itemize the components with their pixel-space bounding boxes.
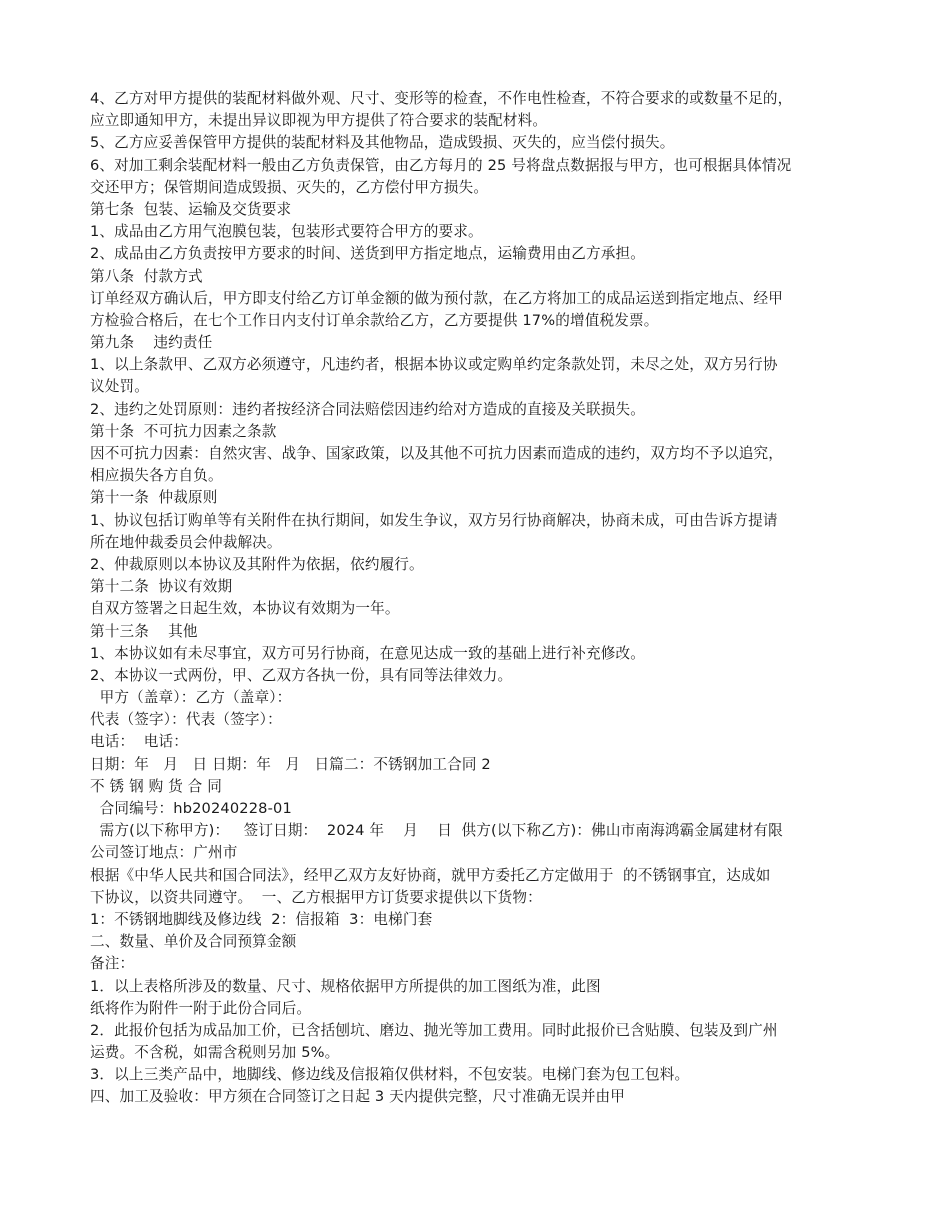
- article-9-heading: 第九条 违约责任: [90, 334, 213, 352]
- article-11-item-1-line-1: 1、协议包括订购单等有关附件在执行期间，如发生争议，双方另行协商解决，协商未成，可由告诉方提请: [90, 511, 778, 529]
- clause-5: 5、乙方应妥善保管甲方提供的装配材料及其他物品，造成毁损、灭失的，应当偿付损失。: [90, 134, 675, 152]
- preamble-line-1: 根据《中华人民共和国合同法》，经甲乙双方友好协商，就甲方委托乙方定做用于 的不锈钢事宜，达成如: [90, 866, 771, 884]
- signature-date-line: 日期：年 月 日 日期：年 月 日篇二：不锈钢加工合同 2: [90, 755, 491, 773]
- article-9-item-1-line-2: 议处罚。: [90, 378, 149, 396]
- article-10-text-line-2: 相应损失各方自负。: [90, 467, 223, 485]
- article-9-item-2: 2、违约之处罚原则：违约者按经济合同法赔偿因违约给对方造成的直接及关联损失。: [90, 400, 645, 418]
- clause-4-line-2: 应立即通知甲方，未提出异议即视为甲方提供了符合要求的装配材料。: [90, 112, 548, 130]
- article-13-item-1: 1、本协议如有未尽事宜，双方可另行协商，在意见达成一致的基础上进行补充修改。: [90, 644, 645, 662]
- article-11-item-2: 2、仲裁原则以本协议及其附件为依据，依约履行。: [90, 555, 424, 573]
- signature-representative-line: 代表（签字）：代表（签字）：: [90, 711, 282, 729]
- article-9-item-1-line-1: 1、以上条款甲、乙双方必须遵守，凡违约者，根据本协议或定购单约定条款处罚，未尽之处，双方另行协: [90, 356, 778, 374]
- remark-1-line-1: 1．以上表格所涉及的数量、尺寸、规格依据甲方所提供的加工图纸为准，此图: [90, 977, 601, 995]
- article-7-item-1: 1、成品由乙方用气泡膜包装，包装形式要符合甲方的要求。: [90, 223, 483, 241]
- article-12-text: 自双方签署之日起生效，本协议有效期为一年。: [90, 600, 400, 618]
- contract-2-title: 不 锈 钢 购 货 合 同: [90, 777, 222, 795]
- document-page: [90, 88, 865, 1109]
- article-10-text-line-1: 因不可抗力因素：自然灾害、战争、国家政策，以及其他不可抗力因素而造成的违约，双方均不予以追究，: [90, 445, 783, 462]
- article-8-text-line-1: 订单经双方确认后，甲方即支付给乙方订单金额的做为预付款，在乙方将加工的成品运送到指定地点、经甲: [90, 289, 783, 307]
- preamble-line-2: 下协议，以资共同遵守。 一、乙方根据甲方订货要求提供以下货物：: [90, 888, 542, 906]
- parties-line-1: 需方(以下称甲方)： 签订日期： 2024 年 月 日 供方(以下称乙方)：佛山市南海鸿霸金属建材有限: [90, 822, 783, 840]
- section-4-text: 四、加工及验收：甲方须在合同签订之日起 3 天内提供完整，尺寸准确无误并由甲: [90, 1088, 626, 1106]
- article-13-item-2: 2、本协议一式两份，甲、乙双方各执一份，具有同等法律效力。: [90, 666, 513, 684]
- signature-phone-line: 电话： 电话：: [90, 733, 189, 751]
- signature-seal-line: 甲方（盖章）：乙方（盖章）：: [90, 689, 292, 707]
- remark-1-line-2: 纸将作为附件一附于此份合同后。: [90, 999, 312, 1017]
- article-7-heading: 第七条 包装、运输及交货要求: [90, 200, 292, 218]
- remark-3: 3．以上三类产品中，地脚线、修边线及信报箱仅供材料，不包安装。电梯门套为包工包料。: [90, 1066, 690, 1084]
- article-8-text-line-2: 方检验合格后，在七个工作日内支付订单余款给乙方，乙方要提供 17%的增值税发票。: [90, 311, 659, 329]
- article-11-item-1-line-2: 所在地仲裁委员会仲裁解决。: [90, 533, 282, 551]
- remarks-heading: 备注：: [90, 955, 135, 973]
- contract-number: 合同编号：hb20240228-01: [90, 800, 292, 817]
- clause-4-line-1: 4、乙方对甲方提供的装配材料做外观、尺寸、变形等的检查，不作电性检查，不符合要求的或数量不足的，: [90, 90, 793, 107]
- clause-6-line-1: 6、对加工剩余装配材料一般由乙方负责保管，由乙方每月的 25 号将盘点数据报与甲方，也可根据具体情况: [90, 156, 792, 174]
- goods-list: 1：不锈钢地脚线及修边线 2：信报箱 3：电梯门套: [90, 910, 433, 928]
- section-2-heading: 二、数量、单价及合同预算金额: [90, 933, 297, 951]
- article-12-heading: 第十二条 协议有效期: [90, 578, 233, 596]
- article-11-heading: 第十一条 仲裁原则: [90, 489, 218, 507]
- remark-2-line-1: 2．此报价包括为成品加工价，已含括刨坑、磨边、抛光等加工费用。同时此报价已含贴膜、包装及到广州: [90, 1021, 778, 1039]
- article-10-heading: 第十条 不可抗力因素之条款: [90, 422, 277, 440]
- parties-line-2: 公司签订地点：广州市: [90, 844, 238, 862]
- remark-2-line-2: 运费。不含税，如需含税则另加 5%。: [90, 1044, 340, 1062]
- clause-6-line-2: 交还甲方；保管期间造成毁损、灭失的，乙方偿付甲方损失。: [90, 178, 489, 196]
- article-8-heading: 第八条 付款方式: [90, 267, 203, 285]
- article-13-heading: 第十三条 其他: [90, 622, 198, 640]
- article-7-item-2: 2、成品由乙方负责按甲方要求的时间、送货到甲方指定地点，运输费用由乙方承担。: [90, 245, 645, 263]
